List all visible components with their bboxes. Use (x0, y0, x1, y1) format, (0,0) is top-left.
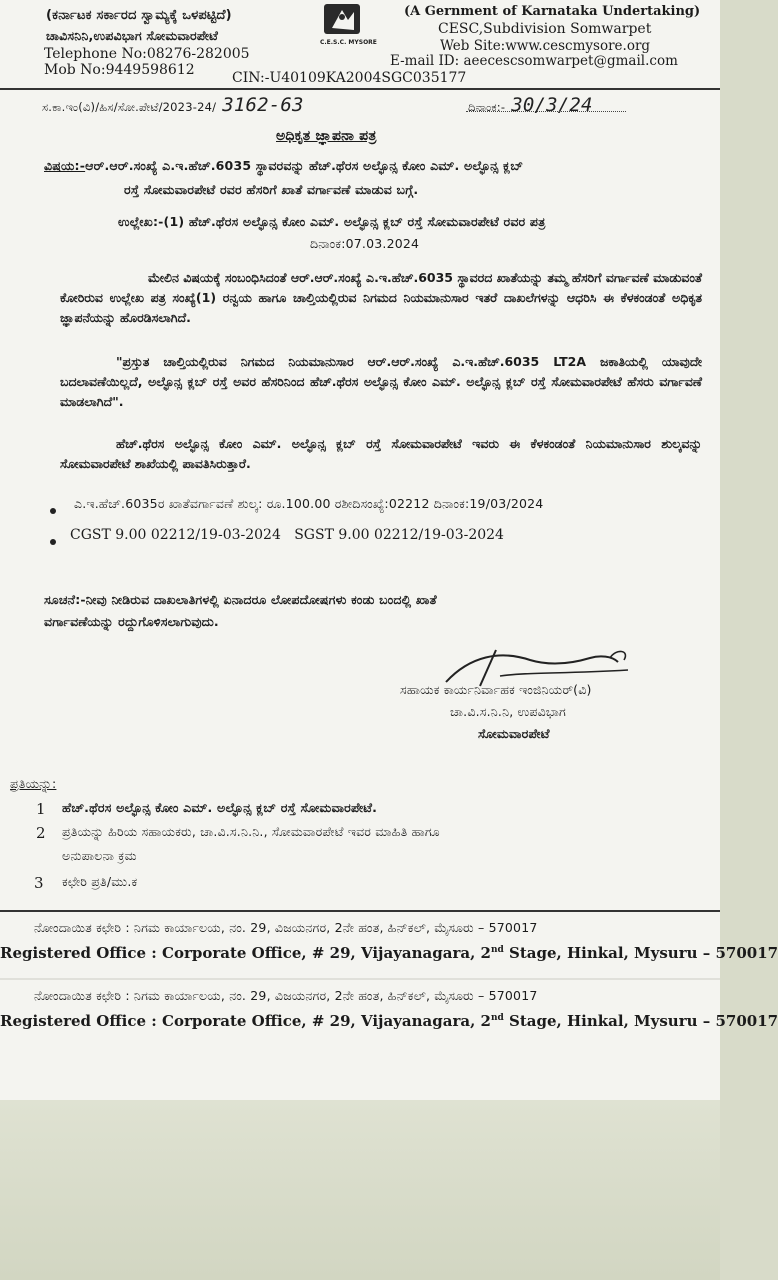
bullet-icon (50, 539, 56, 545)
date-underline (466, 111, 626, 112)
cin-number: CIN:-U40109KA2004SGC035177 (232, 70, 467, 86)
email-address[interactable]: E-mail ID: aeecescsomwarpet@gmail.com (390, 53, 678, 69)
footer-registered-office-kn: ನೋಂದಾಯಿತ ಕಛೇರಿ : ನಿಗಮ ಕಾರ್ಯಾಲಯ, ನಂ. 29, ವಿಜಯನಗರ, 2ನೇ ಹಂತ, ಹಿನ್‌ಕಲ್, ಮೈಸೂರು – 570017 (34, 920, 538, 935)
mobile-number: Mob No:9449598612 (44, 62, 195, 78)
subdivision-kn: ಚಾವಿಸನಿನಿ,ಉಪವಿಭಾಗ ಸೋಮವಾರಪೇಟೆ (46, 28, 219, 43)
document-title: ಅಧಿಕೃತ ಜ್ಞಾಪನಾ ಪತ್ರ (276, 128, 377, 144)
footer-2-registered-office-kn: ನೋಂದಾಯಿತ ಕಛೇರಿ : ನಿಗಮ ಕಾರ್ಯಾಲಯ, ನಂ. 29, ವಿಜಯನಗರ, 2ನೇ ಹಂತ, ಹಿನ್‌ಕಲ್, ಮೈಸೂರು – 570017 (34, 988, 538, 1003)
footer-registered-office-en: Registered Office : Corporate Office, # 29, Vijayanagara, 2nd Stage, Hinkal, Mysuru – 570017 (0, 944, 778, 962)
subject-line-2: ರಸ್ತೆ ಸೋಮವಾರಪೇಟೆ ರವರ ಹೆಸರಿಗೆ ಖಾತೆ ವರ್ಗಾವಣೆ ಮಾಡುವ ಬಗ್ಗೆ. (124, 182, 419, 197)
fee-bullet: ಎ.ಇ.ಹೆಚ್.6035ರ ಖಾತೆವರ್ಗಾವಣೆ ಶುಲ್ಕ: ರೂ.100.00 ರಶೀದಿಸಂಖ್ಯೆ:02212 ದಿನಾಂಕ:19/03/2024 (74, 496, 544, 511)
svg-text:C.E.S.C. MYSORE: C.E.S.C. MYSORE (320, 39, 377, 46)
body-paragraph-1: ಮೇಲಿನ ವಿಷಯಕ್ಕೆ ಸಂಬಂಧಿಸಿದಂತೆ ಆರ್.ಆರ್.ಸಂಖ್ಯೆ ಎ.ಇ.ಹೆಚ್.6035 ಸ್ಥಾವರದ ಖಾತೆಯನ್ನು ತಮ್ಮ ಹೆಸರಿಗೆ ವರ್ಗಾವಣೆ ಮಾಡುವಂತೆ ಕೋರಿರುವ ಉಲ್ಲೇಖ ಪತ್ರ ಸಂಖ್ಯೆ(1) ರನ್ವಯ ಹಾಗೂ ಚಾಲ್ತಿಯಲ್ಲಿರುವ ನಿಗಮದ ನಿಯಮಾನುಸಾರ ಇತರೆ ದಾಖಲೆಗಳನ್ನು ಆಧರಿಸಿ ಈ ಕೆಳಕಂಡಂತೆ ಅಧಿಕೃತ ಜ್ಞಾಪನೆಯನ್ನು ಹೊರಡಿಸಲಾಗಿದೆ. (60, 270, 702, 325)
govt-undertaking-en: (A Gernment of Karnataka Undertaking) (404, 4, 701, 19)
reference-number: ಸ.ಕಾ.ಇಂ(ವಿ)/ಹಿಸ/ಸೋ.ಪೇಟೆ/2023-24/ 3162-63 (42, 94, 304, 116)
cesc-logo-icon (318, 2, 380, 46)
footer-divider (0, 910, 720, 912)
copy-item-3: ಕಛೇರಿ ಪ್ರತಿ/ಮು.ಕ (62, 874, 138, 889)
footer-2-registered-office-en: Registered Office : Corporate Office, # 29, Vijayanagara, 2nd Stage, Hinkal, Mysuru – 570017 (0, 1012, 778, 1030)
header-divider (0, 88, 720, 90)
subject-line-1: ವಿಷಯ:-ಆರ್.ಆರ್.ಸಂಖ್ಯೆ ಎ.ಇ.ಹೆಚ್.6035 ಸ್ಥಾವರವನ್ನು ಹೆಚ್.ಥೆರಸ ಅಲ್ಫೊನ್ಸ ಕೋಂ ಎಮ್. ಅಲ್ಫೊನ್ಸ ಕ್ಲಬ್ (44, 158, 524, 173)
gst-bullet: CGST 9.00 02212/19-03-2024 SGST 9.00 02212/19-03-2024 (70, 527, 504, 543)
background-surface (0, 1100, 720, 1280)
reference-line-1: ಉಲ್ಲೇಖ:-(1) ಹೆಚ್.ಥೆರಸ ಅಲ್ಫೊನ್ಸ ಕೋಂ ಎಮ್. ಅಲ್ಫೊನ್ಸ ಕ್ಲಬ್ ರಸ್ತೆ ಸೋಮವಾರಪೇಟೆ ರವರ ಪತ್ರ (118, 214, 546, 229)
signatory-designation: ಸಹಾಯಕ ಕಾರ್ಯನಿರ್ವಾಹಕ ಇಂಜಿನಿಯರ್(ವಿ) (400, 682, 592, 697)
website[interactable]: Web Site:www.cescmysore.org (440, 38, 651, 54)
note-line-2: ವರ್ಗಾವಣೆಯನ್ನು ರದ್ದುಗೊಳಿಸಲಾಗುವುದು. (44, 614, 219, 629)
reference-line-2: ದಿನಾಂಕ:07.03.2024 (310, 236, 420, 251)
telephone-number: Telephone No:08276-282005 (44, 46, 250, 62)
signatory-place: ಸೋಮವಾರಪೇಟೆ (478, 726, 550, 741)
copy-number-3: 3 (34, 874, 44, 892)
body-paragraph-2: "ಪ್ರಸ್ತುತ ಚಾಲ್ತಿಯಲ್ಲಿರುವ ನಿಗಮದ ನಿಯಮಾನುಸಾರ ಆರ್.ಆರ್.ಸಂಖ್ಯೆ ಎ.ಇ.ಹೆಚ್.6035 LT2A ಜಕಾತಿಯಲ್ಲಿ ಯಾವುದೇ ಬದಲಾವಣೆಯಿಲ್ಲದೆ, ಅಲ್ಫೊನ್ಸ ಕ್ಲಬ್ ರಸ್ತೆ ಅವರ ಹೆಸರಿನಿಂದ ಹೆಚ್.ಥೆರಸ ಅಲ್ಫೊನ್ಸ ಕೋಂ ಎಮ್. ಅಲ್ಫೊನ್ಸ ಕ್ಲಬ್ ರಸ್ತೆ ಸೋಮವಾರಪೇಟೆ ಹೆಸರು ವರ್ಗಾವಣೆ ಮಾಡಲಾಗಿದೆ". (60, 354, 702, 409)
bullet-icon (50, 508, 56, 514)
copy-number-2: 2 (36, 824, 46, 842)
copy-number-1: 1 (36, 800, 46, 818)
signatory-office: ಚಾ.ವಿ.ಸ.ನಿ.ನಿ, ಉಪವಿಭಾಗ (450, 704, 566, 719)
subdivision-en: CESC,Subdivision Somwarpet (438, 21, 652, 37)
note-line-1: ಸೂಚನೆ:-ನೀವು ನೀಡಿರುವ ದಾಖಲಾತಿಗಳಲ್ಲಿ ಏನಾದರೂ ಲೋಪದೋಷಗಳು ಕಂಡು ಬಂದಲ್ಲಿ ಖಾತೆ (44, 592, 437, 607)
copy-item-2: ಪ್ರತಿಯನ್ನು ಹಿರಿಯ ಸಹಾಯಕರು, ಚಾ.ವಿ.ಸ.ನಿ.ನಿ., ಸೋಮವಾರಪೇಟೆ ಇವರ ಮಾಹಿತಿ ಹಾಗೂ (62, 824, 440, 839)
govt-undertaking-kn: (ಕರ್ನಾಟಕ ಸರ್ಕಾರದ ಸ್ವಾಮ್ಯಕ್ಕೆ ಒಳಪಟ್ಟಿದೆ) (46, 8, 232, 23)
copy-item-1: ಹೆಚ್.ಥೆರಸ ಅಲ್ಫೊನ್ಸ ಕೋಂ ಎಮ್. ಅಲ್ಫೊನ್ಸ ಕ್ಲಬ್ ರಸ್ತೆ ಸೋಮವಾರಪೇಟೆ. (62, 800, 378, 815)
copies-heading: ಪ್ರತಿಯನ್ನು: (10, 776, 57, 791)
letter-date: ದಿನಾಂಕ:- 30/3/24 (468, 94, 593, 116)
copy-item-2-continued: ಅನುಪಾಲನಾ ಕ್ರಮ (62, 848, 137, 863)
page-gap (0, 978, 720, 980)
body-paragraph-3: ಹೆಚ್.ಥೆರಸ ಅಲ್ಫೊನ್ಸ ಕೋಂ ಎಮ್. ಅಲ್ಫೊನ್ಸ ಕ್ಲಬ್ ರಸ್ತೆ ಸೋಮವಾರಪೇಟೆ ಇವರು ಈ ಕೆಳಕಂಡಂತೆ ನಿಯಮಾನುಸಾರ ಶುಲ್ಕವನ್ನು ಸೋಮವಾರಪೇಟೆ ಶಾಖೆಯಲ್ಲಿ ಪಾವತಿಸಿರುತ್ತಾರೆ. (60, 436, 702, 471)
